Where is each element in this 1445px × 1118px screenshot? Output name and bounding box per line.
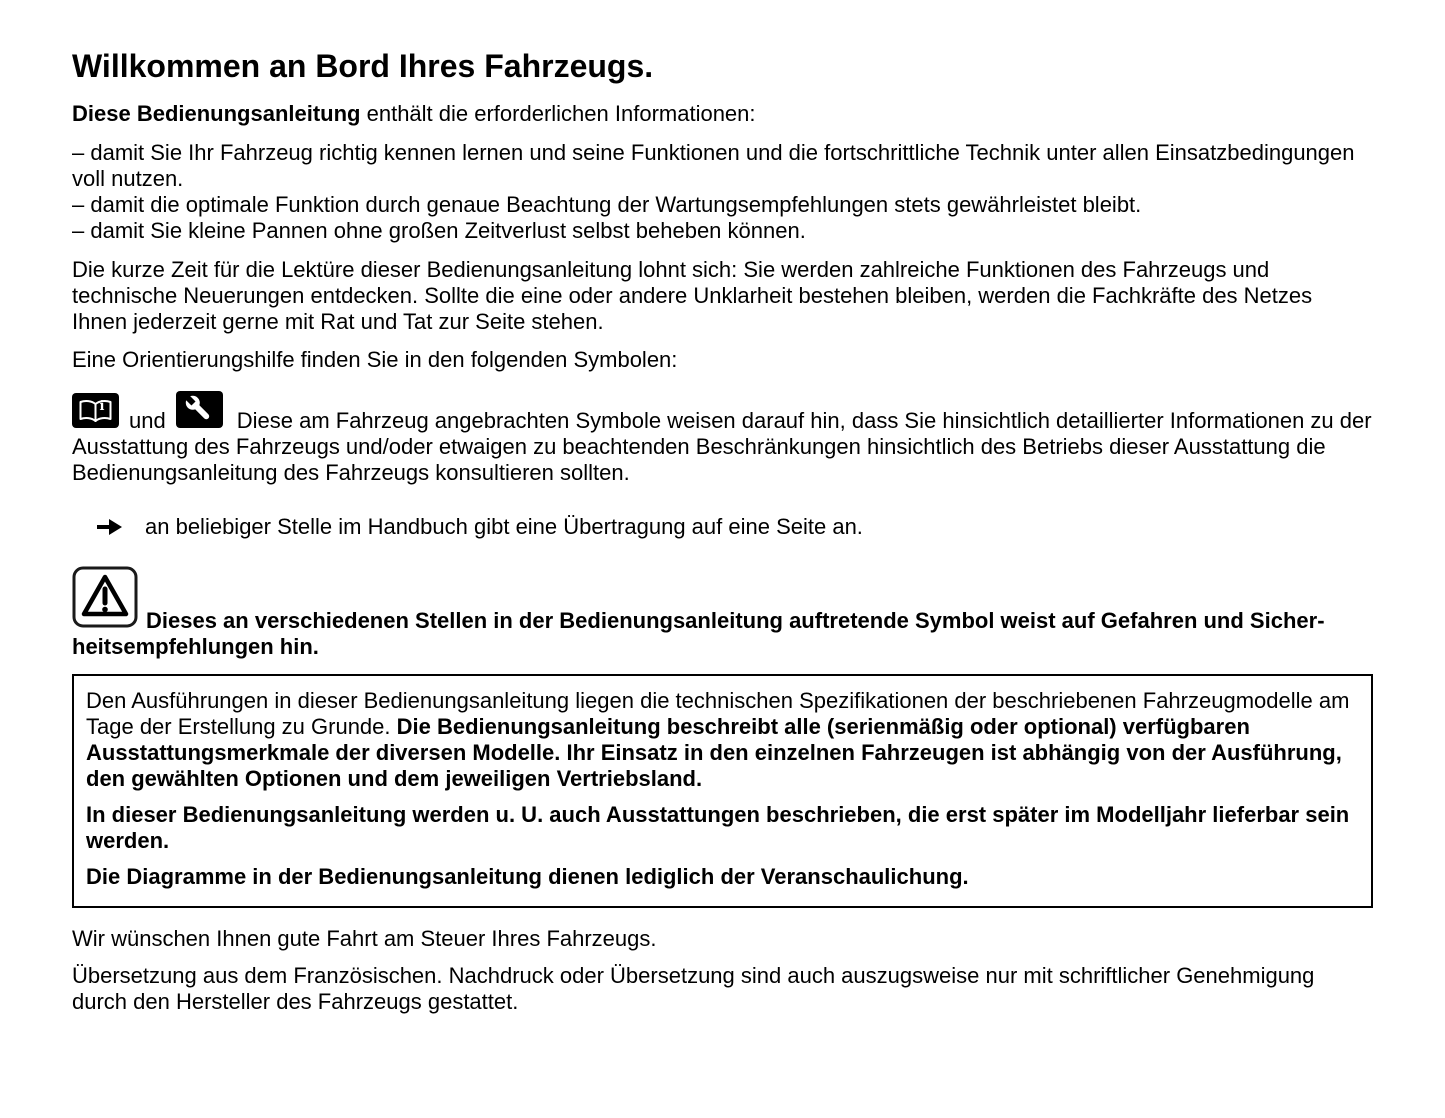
arrow-note (72, 514, 1373, 542)
closing-wish: Wir wünschen Ihnen gute Fahrt am Steuer Ihres Fahrzeugs. (72, 926, 657, 951)
svg-text:i: i (99, 399, 105, 414)
arrow-note-text: an beliebiger Stelle im Handbuch gibt eine Übertragung auf eine Seite an. (145, 514, 863, 539)
warning-triangle-icon (72, 608, 138, 633)
notice-paragraph-1 (86, 688, 1359, 792)
right-arrow-icon (96, 516, 123, 541)
symbols-connector: und (129, 408, 166, 433)
paragraph-orientierung: Eine Orientierungshilfe finden Sie in den folgenden Symbolen: (72, 347, 678, 372)
notice-paragraph-3: Die Diagramme in der Bedienungsanleitung dienen lediglich der Veranschaulichung. (86, 864, 969, 889)
page-title: Willkommen an Bord Ihres Fahrzeugs. (72, 48, 654, 84)
notice-paragraph-2: In dieser Bedienungsanleitung werden u. U. auch Ausstattungen beschrieben, die erst später im Modelljahr lieferbar sein werden. (86, 802, 1350, 853)
symbols-text: Diese am Fahrzeug angebrachten Symbole weisen darauf hin, dass Sie hinsichtlich detaillierter Informationen zu der Ausstattung des Fahrzeugs und/oder etwaigen zu beachtenden Beschränkungen hinsichtlich des Betriebs dieser Ausstattung die Bedienungsanleitung des Fahrzeugs konsultieren sollten. (72, 408, 1372, 485)
notice-p1-bold: Die Bedienungsanleitung beschreibt alle (serienmäßig oder optional) verfügbaren Ausstattungsmerkmale der diversen Modelle. Ihr Einsatz in den einzelnen Fahrzeugen ist abhängig von der Ausführung, den gewählten Optionen und dem jeweiligen Vertriebsland. (86, 714, 1342, 791)
warning-text: Dieses an verschiedenen Stellen in der Bedienungsanleitung auftretende Symbol weist auf Gefahren und Sicherheitsempfehlungen hin. (72, 608, 1325, 659)
bullet-item: – damit Sie kleine Pannen ohne großen Zeitverlust selbst beheben können. (72, 218, 806, 243)
manual-page (72, 48, 1373, 1015)
workshop-wrench-icon (176, 391, 223, 434)
intro-lead-bold: Diese Bedienungsanleitung (72, 101, 361, 126)
closing-copyright: Übersetzung aus dem Französischen. Nachdruck oder Übersetzung sind auch auszugsweise nur mit schriftlicher Genehmigung durch den Hersteller des Fahrzeugs gestattet. (72, 963, 1315, 1014)
paragraph-lekture: Die kurze Zeit für die Lektüre dieser Bedienungsanleitung lohnt sich: Sie werden zahlreiche Funktionen des Fahrzeugs und technische Neuerungen entdecken. Sollte die eine oder andere Unklarheit bestehen bleiben, werden die Fachkräfte des Netzes Ihnen jederzeit gerne mit Rat und Tat zur Seite stehen. (72, 257, 1313, 334)
bullet-item: – damit die optimale Funktion durch genaue Beachtung der Wartungsempfehlungen stets gewährleistet bleibt. (72, 192, 1142, 217)
symbols-paragraph (72, 391, 1373, 486)
intro-rest: enthält die erforderlichen Informationen: (360, 101, 756, 126)
bullet-item: – damit Sie Ihr Fahrzeug richtig kennen lernen und seine Funktionen und die fortschrittliche Technik unter allen Einsatzbedingungen voll nutzen. (72, 140, 1355, 191)
vehicle-manual-book-info-icon (72, 393, 119, 434)
notice-box (72, 674, 1373, 908)
notice-p1-regular: Den Ausführungen in dieser Bedienungsanleitung liegen die technischen Spezifikationen der beschriebenen Fahrzeugmodelle am Tage der Erstellung zu Grunde. (86, 688, 1350, 739)
intro-paragraph (72, 101, 1373, 127)
warning-note (72, 566, 1373, 660)
bullet-list (72, 140, 1373, 244)
